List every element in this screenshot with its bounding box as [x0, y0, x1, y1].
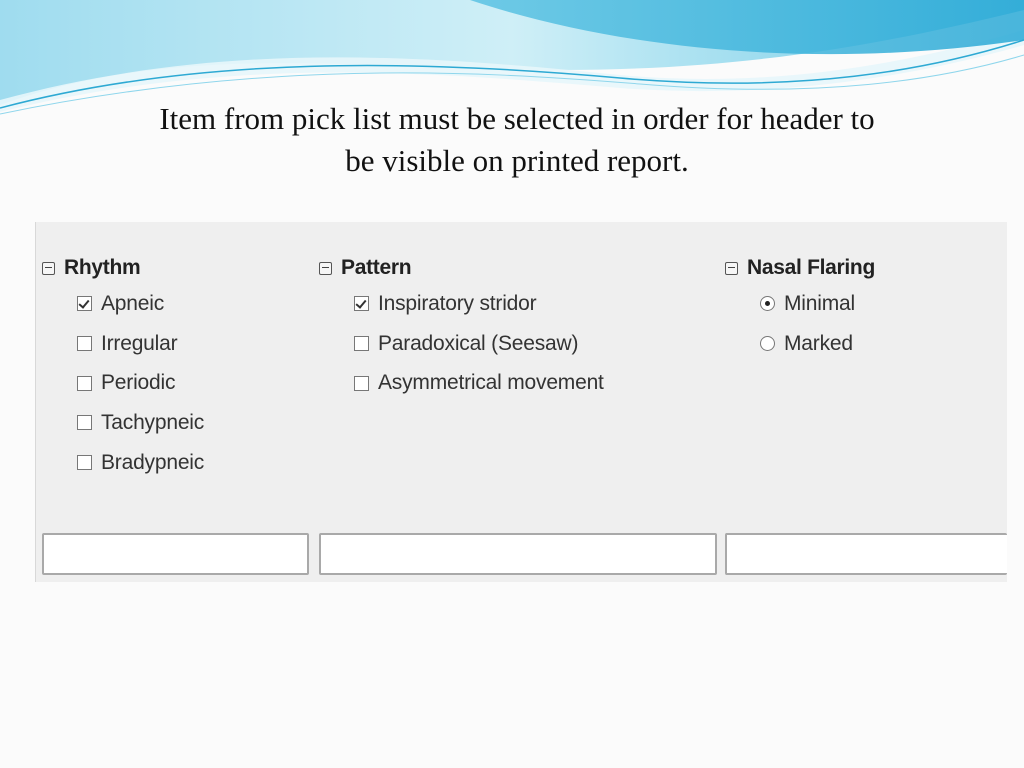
option-label: Inspiratory stridor [378, 291, 537, 315]
option-periodic[interactable] [42, 363, 204, 403]
group-header-pattern[interactable] [319, 252, 604, 284]
option-apneic[interactable] [42, 284, 204, 324]
radio-minimal[interactable] [760, 296, 775, 311]
collapse-icon[interactable] [319, 262, 332, 275]
option-asymmetrical-movement[interactable] [319, 363, 604, 403]
checkbox-irregular[interactable] [77, 336, 92, 351]
group-rhythm [42, 252, 204, 482]
group-pattern [319, 252, 604, 403]
slide-title [60, 98, 974, 182]
option-label: Irregular [101, 331, 178, 355]
checkbox-apneic[interactable] [77, 296, 92, 311]
option-label: Apneic [101, 291, 165, 315]
option-label: Marked [784, 331, 853, 355]
collapse-icon[interactable] [42, 262, 55, 275]
group-header-rhythm[interactable] [42, 252, 204, 284]
option-tachypneic[interactable] [42, 403, 204, 443]
group-label-pattern: Pattern [341, 256, 412, 279]
option-irregular[interactable] [42, 324, 204, 364]
checkbox-asymmetrical-movement[interactable] [354, 376, 369, 391]
option-marked[interactable] [725, 324, 875, 364]
pattern-comment-field[interactable] [319, 533, 717, 575]
title-line-1: Item from pick list must be selected in order for header to [159, 101, 875, 136]
title-line-2: be visible on printed report. [345, 143, 689, 178]
radio-marked[interactable] [760, 336, 775, 351]
group-label-nasal-flaring: Nasal Flaring [747, 256, 875, 279]
option-inspiratory-stridor[interactable] [319, 284, 604, 324]
option-label: Periodic [101, 371, 176, 395]
option-label: Bradypneic [101, 450, 205, 474]
checkbox-periodic[interactable] [77, 376, 92, 391]
checkbox-inspiratory-stridor[interactable] [354, 296, 369, 311]
group-header-nasal-flaring[interactable] [725, 252, 875, 284]
group-label-rhythm: Rhythm [64, 256, 141, 279]
option-minimal[interactable] [725, 284, 875, 324]
assessment-panel [35, 222, 1007, 582]
rhythm-comment-field[interactable] [42, 533, 309, 575]
option-label: Tachypneic [101, 410, 205, 434]
checkbox-tachypneic[interactable] [77, 415, 92, 430]
collapse-icon[interactable] [725, 262, 738, 275]
option-label: Paradoxical (Seesaw) [378, 331, 579, 355]
nasal-flaring-comment-field[interactable] [725, 533, 1007, 575]
option-bradypneic[interactable] [42, 443, 204, 483]
option-paradoxical[interactable] [319, 324, 604, 364]
group-nasal-flaring [725, 252, 875, 363]
option-label: Asymmetrical movement [378, 371, 604, 395]
checkbox-bradypneic[interactable] [77, 455, 92, 470]
option-label: Minimal [784, 291, 855, 315]
checkbox-paradoxical[interactable] [354, 336, 369, 351]
